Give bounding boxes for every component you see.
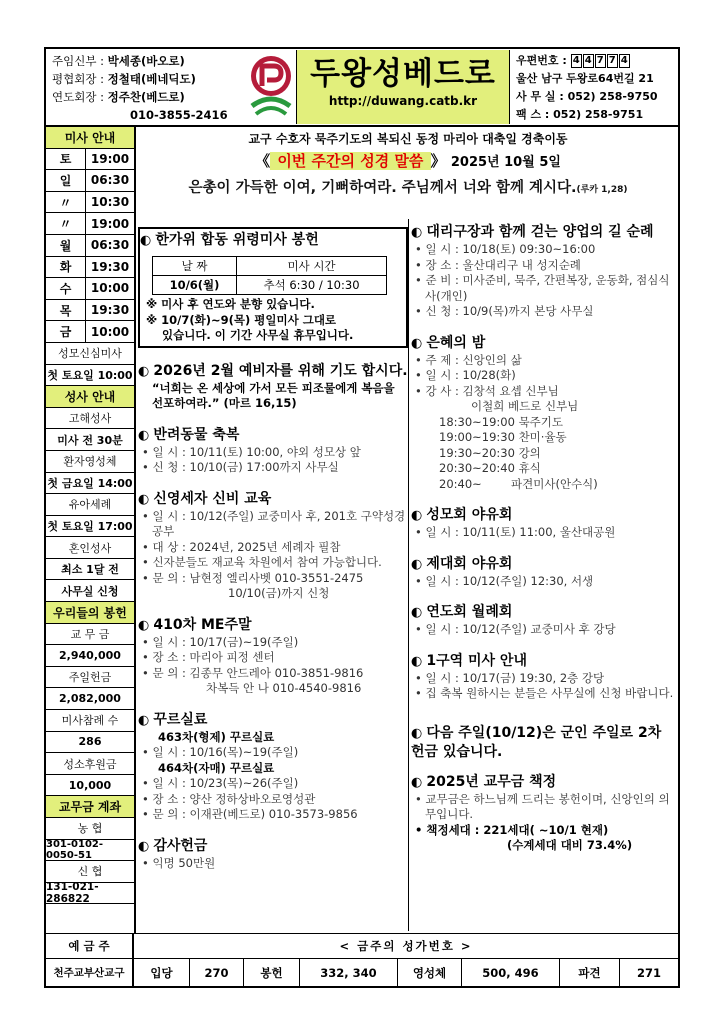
sidebar-cell: 교 무 금 <box>46 624 134 646</box>
verse-date: 2025년 10월 5일 <box>450 155 561 170</box>
sidebar-cell: 최소 1달 전 <box>46 559 134 581</box>
staff-label: 평협회장 : <box>52 72 104 86</box>
mass-time: 19:00 <box>90 216 130 231</box>
section-title <box>138 711 408 730</box>
note: 있습니다. 이 기간 사무실 휴무입니다. <box>162 328 354 342</box>
mass-day: 월 <box>46 235 86 256</box>
sidebar-cell: 환자영성체 <box>46 451 134 473</box>
mass-day: 수 <box>46 278 86 299</box>
list-item-text: 준 비 : 미사준비, 묵주, 간편복장, 운동화, 점심식사(개인) <box>425 273 670 303</box>
verse-text <box>138 176 678 197</box>
list-item-cont: 10/10(금)까지 신청 <box>228 586 330 600</box>
sidebar-head: 성사 안내 <box>46 386 134 408</box>
mass-time-row <box>46 278 134 300</box>
section-title-text: 대리구장과 함께 걷는 양업의 길 순례 <box>426 224 654 240</box>
section-title <box>411 773 677 792</box>
staff-name: 박세종(바오로) <box>107 54 185 68</box>
hymn-value: 271 <box>636 965 661 980</box>
section-title-text: 1구역 미사 안내 <box>426 652 527 669</box>
half-circle-icon: ◐ <box>411 605 423 620</box>
half-circle-icon: ◐ <box>411 725 423 741</box>
schedule-line: 20:40~ 파견미사(안수식) <box>439 476 598 491</box>
sidebar-cell: 301-0102-0050-51 <box>46 840 134 862</box>
mass-time: 06:30 <box>90 238 130 253</box>
sidebar-cell: 신 협 <box>46 861 134 883</box>
staff-name: 정주찬(베드로) <box>107 90 185 104</box>
table-row <box>153 276 387 295</box>
section-title <box>411 506 677 525</box>
list-item-text: 일 시 : 10/18(토) 09:30~16:00 <box>425 242 596 256</box>
list-item: • 신 청 : 10/9(목)까지 본당 사무실 <box>415 304 594 318</box>
half-circle-icon: ◐ <box>138 838 150 854</box>
section-title <box>140 231 404 250</box>
staff-row <box>52 88 244 106</box>
sidebar-cell: 유아세례 <box>46 494 134 516</box>
schedule-line: 19:00~19:30 찬미·율동 <box>439 430 567 444</box>
schedule-line: 20:30~20:40 휴식 <box>439 461 541 475</box>
list-item-text: 일 시 : 10/17(금) 19:30, 2층 강당 <box>425 670 605 685</box>
half-circle-icon: ◐ <box>411 653 423 669</box>
list-item-text: 문 의 : 남현정 엘리사벳 010-3551-2475 <box>152 570 364 585</box>
list-item-text: 교무금은 하느님께 드리는 봉헌이며, 신앙인의 의무입니다. <box>425 791 670 821</box>
zip-digit: 4 <box>619 54 630 68</box>
mass-day: 〃 <box>46 213 86 234</box>
feast-banner: 교구 수호자 묵주기도의 복되신 동정 마리아 대축일 경축이동 <box>248 132 568 146</box>
staff-row <box>52 52 244 70</box>
section-title <box>411 724 677 761</box>
staff-name: 정철태(베네딕도) <box>107 72 196 86</box>
mass-day: 금 <box>46 321 86 342</box>
mass-time-row <box>46 192 134 214</box>
hymn-value: 270 <box>190 959 244 986</box>
schedule-line: 18:30~19:00 묵주기도 <box>439 414 564 429</box>
list-item: • 일 시 : 10/11(토) 10:00, 야외 성모상 앞 <box>142 444 361 459</box>
list-item-text: 신 청 : 10/10(금) 17:00까지 사무실 <box>152 460 339 474</box>
verse-ref: (루카 1,28) <box>576 185 628 195</box>
section-title-text: 2026년 2월 예비자를 위해 기도 합시다. <box>153 362 408 379</box>
mass-time-row <box>46 170 134 192</box>
hymn-key: 영성체 <box>398 959 462 986</box>
list-item: • 일 시 : 10/17(금) 19:30, 2층 강당 <box>415 670 605 685</box>
mass-time-row <box>46 235 134 257</box>
half-circle-icon: ◐ <box>138 363 150 379</box>
sidebar-head: 미사 안내 <box>46 127 134 149</box>
list-item-text: 일 시 : 10/16(목)~19(주일) <box>152 745 299 759</box>
list-item-text: 일 시 : 10/12(주일) 12:30, 서생 <box>425 573 594 588</box>
list-item-text: 강 사 : 김창석 요셉 신부님 <box>425 383 559 398</box>
list-item-cont: (수계세대 대비 73.4%) <box>507 838 633 852</box>
sidebar-cell: 미사참례 수 <box>46 710 134 732</box>
list-item: • 준 비 : 미사준비, 묵주, 간편복장, 운동화, 점심식사(개인) <box>415 273 670 303</box>
sidebar-cell: 첫 토요일 10:00 <box>46 365 134 387</box>
section-title-text: 감사헌금 <box>153 837 208 854</box>
section-title-text: 2025년 교무금 책정 <box>426 773 557 790</box>
list-item-text: 일 시 : 10/11(토) 11:00, 울산대공원 <box>425 525 616 539</box>
list-item: • 일 시 : 10/12(주일) 12:30, 서생 <box>415 573 594 588</box>
list-item: • 익명 50만원 <box>142 855 216 870</box>
hymn-key: 봉헌 <box>244 959 300 986</box>
column-divider <box>408 219 409 931</box>
staff-label: 주임신부 : <box>52 54 104 68</box>
note: ※ 미사 후 연도와 분향 있습니다. <box>146 297 315 311</box>
table-cell: 추석 6:30 / 10:30 <box>237 276 387 295</box>
section-title <box>138 616 408 635</box>
mass-day: 목 <box>46 300 86 321</box>
staff-list <box>46 49 244 125</box>
list-item-cont: 이철희 베드로 신부님 <box>471 399 579 413</box>
mass-table <box>152 256 387 295</box>
list-item: • 일 시 : 10/17(금)~19(주일) <box>142 634 299 649</box>
list-item: • 일 시 : 10/28(화) <box>415 368 516 382</box>
schedule-line: 19:30~20:30 강의 <box>439 445 541 460</box>
list-item-text: 신자분들도 재교육 차원에서 참여 가능합니다. <box>152 555 382 569</box>
mass-time: 19:30 <box>90 303 130 318</box>
hymn-value: 500, 496 <box>462 959 560 986</box>
sidebar-head: 교무금 계좌 <box>46 796 134 818</box>
list-item: • 주 제 : 신앙인의 삶 <box>415 352 522 367</box>
section-title-text: 다음 주일(10/12)은 군인 주일로 2차 헌금 있습니다. <box>411 724 662 760</box>
verse-bracket-open: 《 <box>255 152 271 170</box>
staff-row <box>52 70 244 88</box>
mass-time: 19:00 <box>90 151 130 166</box>
list-item: • 장 소 : 마리아 피정 센터 <box>142 650 275 664</box>
section-title <box>411 555 677 574</box>
list-item-text: 일 시 : 10/28(화) <box>425 368 516 382</box>
list-item: • 강 사 : 김창석 요셉 신부님 <box>415 383 559 398</box>
list-item: • 대 상 : 2024년, 2025년 세례자 필참 <box>142 539 341 554</box>
section-title-text: 꾸르실료 <box>153 711 208 728</box>
mass-time: 10:30 <box>90 195 130 210</box>
list-item: • 장 소 : 울산대리구 내 성지순례 <box>415 257 581 272</box>
verse-body: 은총이 가득한 이여, 기뻐하여라. 주님께서 너와 함께 계시다. <box>188 180 577 196</box>
list-item: • 신자분들도 재교육 차원에서 참여 가능합니다. <box>142 555 382 569</box>
list-item: • 일 시 : 10/12(주일) 교중미사 후 강당 <box>415 622 616 636</box>
list-item-text: 주 제 : 신앙인의 삶 <box>425 352 522 367</box>
table-row <box>153 257 387 276</box>
mass-time-row <box>46 300 134 322</box>
list-item-text: 일 시 : 10/12(주일) 교중미사 후 강당 <box>425 622 616 636</box>
mass-time: 10:00 <box>90 281 130 296</box>
section-title-text: 반려동물 축복 <box>153 426 240 443</box>
mass-day: 일 <box>46 170 86 191</box>
mass-time-row <box>46 213 134 235</box>
list-item: • 일 시 : 10/23(목)~26(주일) <box>142 776 299 790</box>
fax-number: 팩 스 : 052) 258-9751 <box>516 108 644 121</box>
office-phone: 사 무 실 : 052) 258-9750 <box>516 90 658 103</box>
notice-box <box>138 227 408 348</box>
sidebar-cell: 성소후원금 <box>46 753 134 775</box>
staff-label: 연도회장 : <box>52 90 104 104</box>
mass-time-row <box>46 321 134 343</box>
mass-time-row <box>46 149 134 171</box>
section-title-text: 410차 ME주말 <box>153 616 252 633</box>
half-circle-icon: ◐ <box>411 225 423 240</box>
zip-label: 우편번호 : <box>516 54 567 67</box>
mass-time: 10:00 <box>90 324 130 339</box>
list-item: • 책정세대 : 221세대( ~10/1 현재) <box>415 822 609 837</box>
list-item-text: 일 시 : 10/12(주일) 교중미사 후, 201호 구약성경 공부 <box>152 508 406 538</box>
sidebar-cell: 농 협 <box>46 818 134 840</box>
list-item: • 장 소 : 양산 정하상바오로영성관 <box>142 791 316 806</box>
list-item-text: 문 의 : 김종무 안드레아 010-3851-9816 <box>152 665 364 680</box>
half-circle-icon: ◐ <box>411 774 423 790</box>
sidebar-cell: 131-021-286822 <box>46 883 134 905</box>
half-circle-icon: ◐ <box>411 335 423 351</box>
list-item-text: 문 의 : 이재관(베드로) 010-3573-9856 <box>152 807 358 821</box>
sidebar-cell: 첫 금요일 14:00 <box>46 473 134 495</box>
sidebar-cell: 고해성사 <box>46 408 134 430</box>
main-content <box>138 127 678 870</box>
mass-day: 〃 <box>46 192 86 213</box>
verse-title: 이번 주간의 성경 말씀 <box>272 152 429 170</box>
mass-time: 19:30 <box>90 259 130 274</box>
list-item: • 일 시 : 10/11(토) 11:00, 울산대공원 <box>415 525 616 539</box>
section-title-text: 은혜의 밤 <box>426 334 486 351</box>
list-item-text: 일 시 : 10/23(목)~26(주일) <box>152 776 299 790</box>
section-title <box>138 362 408 381</box>
list-item: • 문 의 : 김종무 안드레아 010-3851-9816 <box>142 665 364 680</box>
half-circle-icon: ◐ <box>138 617 150 633</box>
list-item-text: 일 시 : 10/11(토) 10:00, 야외 성모상 앞 <box>152 444 361 459</box>
mass-day: 화 <box>46 257 86 278</box>
section-title <box>411 603 677 622</box>
zip-digit: 4 <box>571 54 582 68</box>
parish-logo-icon <box>248 52 294 118</box>
sidebar-cell: 2,940,000 <box>46 645 134 667</box>
sidebar-cell: 주일헌금 <box>46 667 134 689</box>
mass-time: 06:30 <box>90 173 130 188</box>
hymn-value: 332, 340 <box>300 959 398 986</box>
sidebar-cell: 혼인성사 <box>46 537 134 559</box>
list-item-text: 일 시 : 10/17(금)~19(주일) <box>152 634 299 649</box>
section-title-text: 신영세자 신비 교육 <box>153 490 272 507</box>
table-cell: 10/6(월) <box>153 276 237 295</box>
zip-digit: 4 <box>583 54 594 68</box>
list-item-text: 책정세대 : 221세대( ~10/1 현재) <box>426 822 609 837</box>
list-item: • 교무금은 하느님께 드리는 봉헌이며, 신앙인의 의무입니다. <box>415 791 670 821</box>
list-item-text: 대 상 : 2024년, 2025년 세례자 필참 <box>152 539 341 554</box>
list-item-text: 장 소 : 양산 정하상바오로영성관 <box>152 791 316 806</box>
section-title <box>138 837 408 856</box>
sidebar-divider <box>134 127 136 933</box>
zip-row <box>516 52 678 70</box>
list-item: • 집 축복 원하시는 분들은 사무실에 신청 바랍니다. <box>415 686 674 700</box>
half-circle-icon: ◐ <box>138 712 150 728</box>
verse-heading <box>138 150 678 171</box>
section-title-text: 제대회 야유회 <box>426 555 513 572</box>
list-item-text: 집 축복 원하시는 분들은 사무실에 신청 바랍니다. <box>425 686 674 700</box>
section-title <box>138 426 408 445</box>
staff-phone: 010-3855-2416 <box>130 108 228 122</box>
sidebar-cell: 미사 전 30분 <box>46 429 134 451</box>
half-circle-icon: ◐ <box>411 508 423 523</box>
half-circle-icon: ◐ <box>140 233 152 248</box>
zip-digit: 7 <box>595 54 606 68</box>
subsection-title: 463차(형제) 꾸르실료 <box>158 729 275 744</box>
table-header: 미사 시간 <box>237 257 387 276</box>
address: 울산 남구 두왕로64번길 21 <box>516 72 654 85</box>
hymn-key: 파견 <box>560 959 620 986</box>
sidebar-head: 우리들의 봉헌 <box>46 602 134 624</box>
parish-title: 두왕성베드로 <box>310 56 496 92</box>
half-circle-icon: ◐ <box>411 556 423 572</box>
contact-info <box>516 52 678 124</box>
section-title <box>411 652 677 671</box>
zip-digit: 7 <box>607 54 618 68</box>
title-box <box>296 50 510 124</box>
section-title <box>411 334 677 353</box>
list-item: • 일 시 : 10/16(목)~19(주일) <box>142 745 299 759</box>
list-item: • 일 시 : 10/12(주일) 교중미사 후, 201호 구약성경 공부 <box>142 508 406 538</box>
sidebar-cell: 10,000 <box>46 775 134 797</box>
list-item: • 문 의 : 남현정 엘리사벳 010-3551-2475 <box>142 570 364 585</box>
right-column <box>411 219 677 854</box>
quote: “너희는 온 세상에 가서 모든 피조물에게 복음을 선포하여라.” (마르 16,15) <box>152 380 395 410</box>
footer-label: 천주교부산교구 <box>46 959 134 986</box>
sidebar-cell: 성모신심미사 <box>46 343 134 365</box>
hymn-key: 입당 <box>134 959 190 986</box>
section-title-text: 한가위 합동 위령미사 봉헌 <box>155 232 319 248</box>
hymn-heading: < 금주의 성가번호 > <box>339 939 473 953</box>
section-title-text: 성모회 야유회 <box>426 507 513 523</box>
list-item: • 문 의 : 이재관(베드로) 010-3573-9856 <box>142 807 358 821</box>
parish-url[interactable]: http://duwang.catb.kr <box>328 94 478 108</box>
sidebar-cell: 사무실 신청 <box>46 580 134 602</box>
footer-row-1 <box>46 933 678 958</box>
footer-label: 예 금 주 <box>46 934 134 958</box>
subsection-title: 464차(자매) 꾸르실료 <box>158 760 275 775</box>
section-title <box>411 223 677 242</box>
sidebar <box>46 127 134 904</box>
list-item-cont: 차복득 안 나 010-4540-9816 <box>206 681 362 695</box>
left-column <box>138 219 408 871</box>
sidebar-cell: 2,082,000 <box>46 688 134 710</box>
list-item-text: 익명 50만원 <box>152 855 216 870</box>
note: ※ 10/7(화)~9(목) 평일미사 그대로 <box>146 312 337 327</box>
list-item: • 일 시 : 10/18(토) 09:30~16:00 <box>415 242 596 256</box>
section-title <box>138 490 408 509</box>
footer-row-2 <box>46 958 678 986</box>
half-circle-icon: ◐ <box>138 427 150 443</box>
mass-time-row <box>46 257 134 279</box>
zip-box <box>571 54 631 68</box>
half-circle-icon: ◐ <box>138 491 150 507</box>
sidebar-cell: 286 <box>46 732 134 754</box>
list-item: • 신 청 : 10/10(금) 17:00까지 사무실 <box>142 460 339 474</box>
mass-day: 토 <box>46 149 86 170</box>
list-item-text: 신 청 : 10/9(목)까지 본당 사무실 <box>425 304 594 318</box>
section-title-text: 연도회 월례회 <box>426 604 513 620</box>
verse-bracket-close: 》 <box>430 152 446 170</box>
list-item-text: 장 소 : 울산대리구 내 성지순례 <box>425 257 581 272</box>
sidebar-cell: 첫 토요일 17:00 <box>46 516 134 538</box>
list-item-text: 장 소 : 마리아 피정 센터 <box>152 650 275 664</box>
table-header: 날 짜 <box>153 257 237 276</box>
